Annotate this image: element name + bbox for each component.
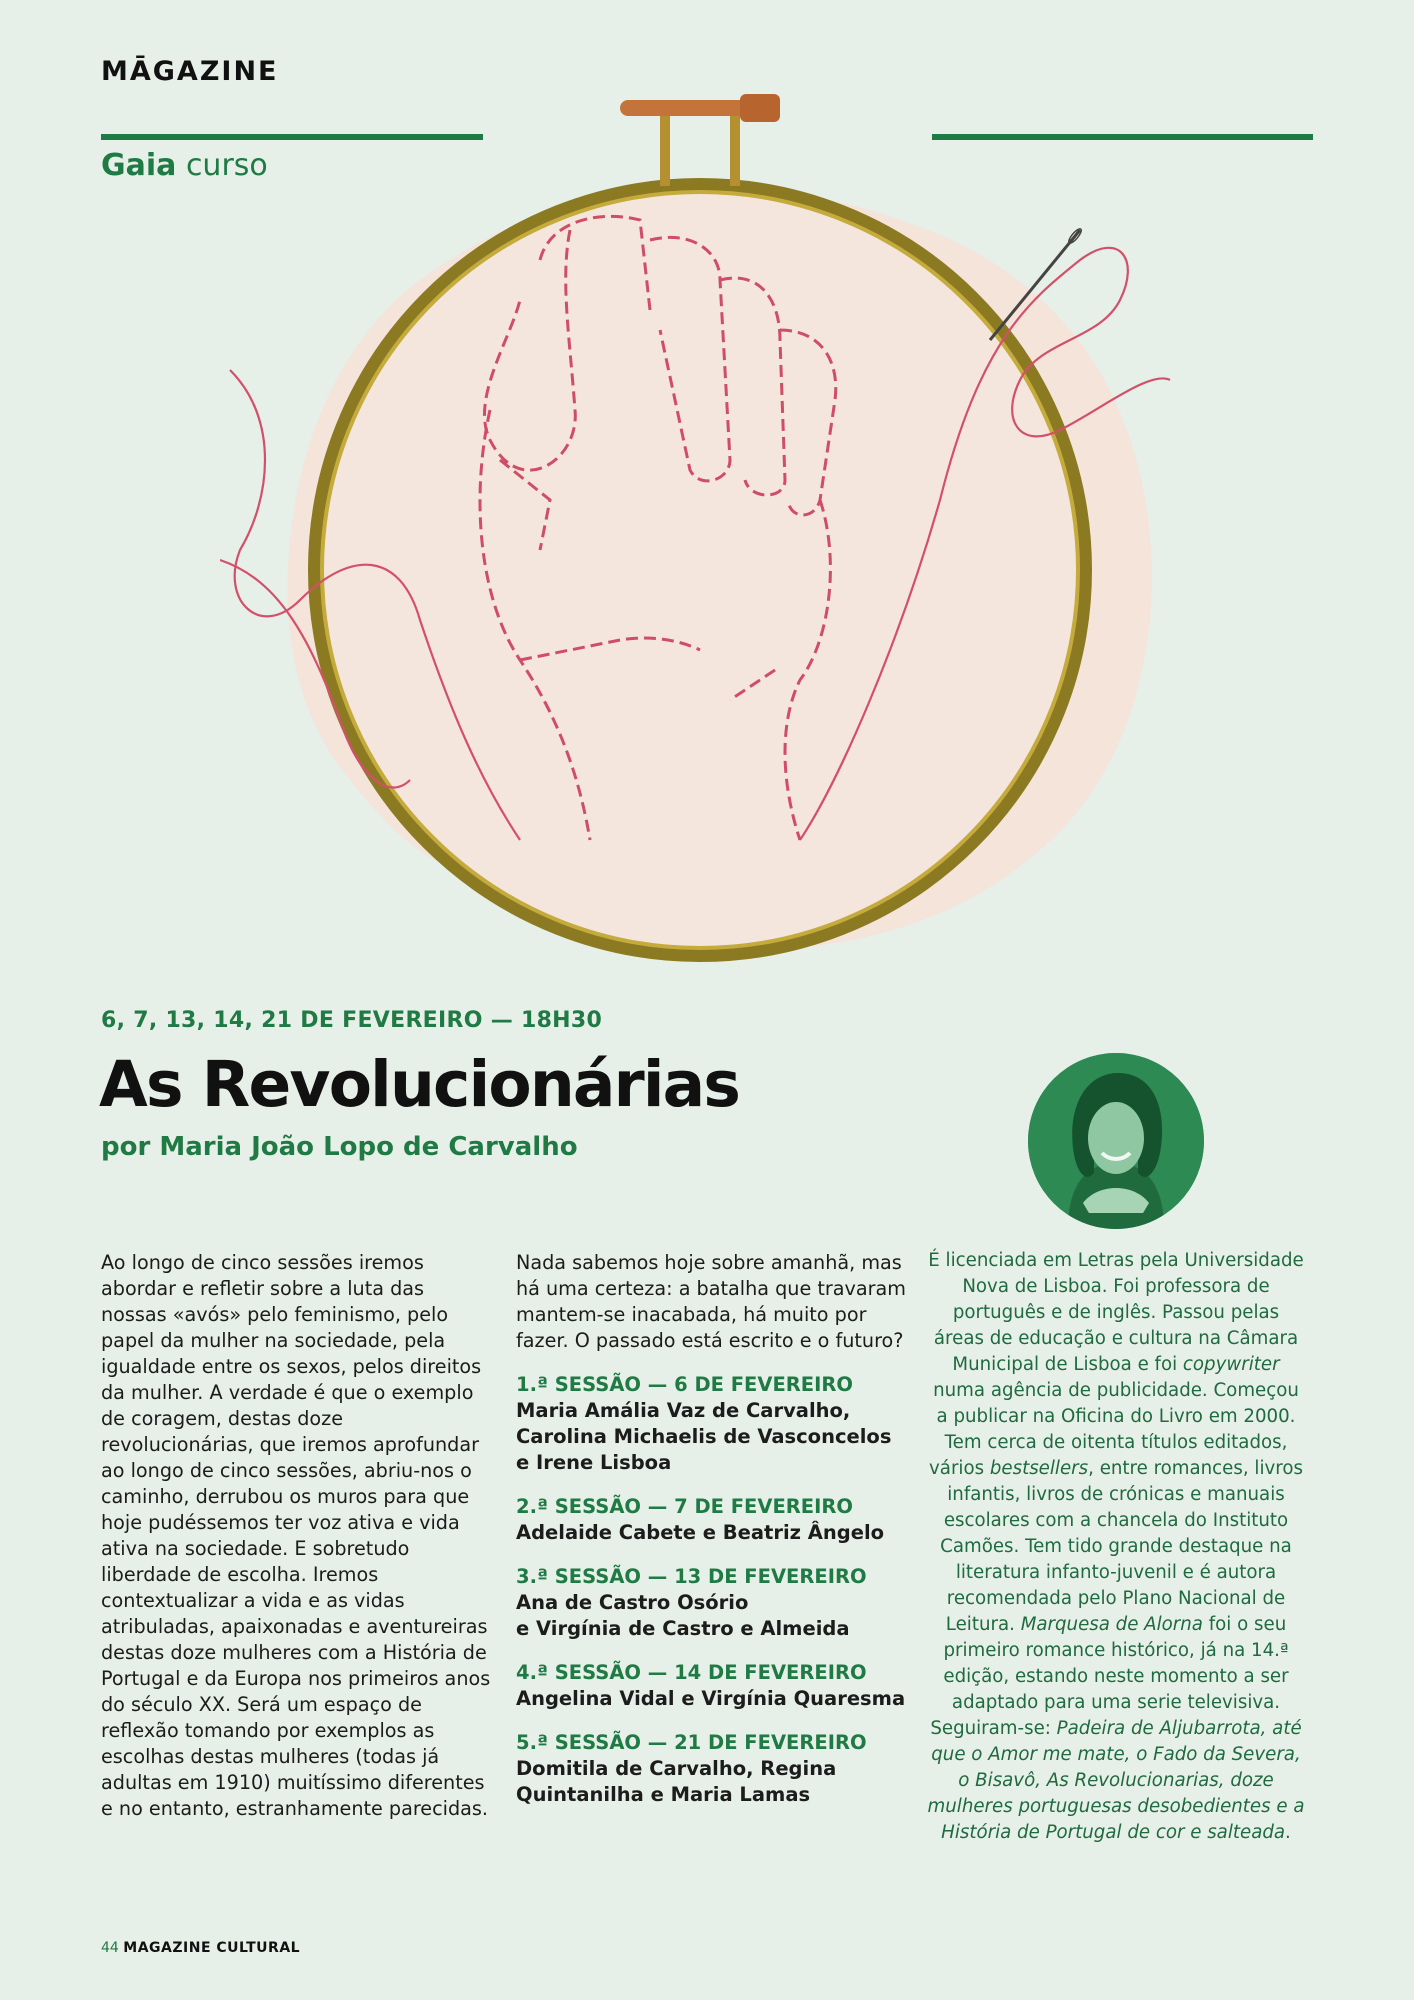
session-item [516, 1730, 916, 1808]
section-label-type: curso [176, 148, 268, 183]
event-author: por Maria João Lopo de Carvalho [101, 1132, 578, 1162]
event-title: As Revolucionárias [99, 1048, 740, 1121]
bio-text: foi o seu primeiro romance histórico, já na 14.ª edição, estando neste momento a ser adaptado para uma serie televisiva. Seguiram-se: [930, 1614, 1289, 1739]
bio-italic: Padeira de Aljubarrota, até que o Amor me mate, o Fado da Severa, o Bisavô, As Revolucionarias, doze mulheres portuguesas desobedientes e a História de Portugal de cor e salteada [927, 1718, 1305, 1843]
session-heading: 3.ª SESSÃO — 13 DE FEVEREIRO [516, 1565, 867, 1588]
bio-text: numa agência de publicidade. Começou a publicar na Oficina do Livro em 2000. Tem cerca de oitenta títulos editados, vários [929, 1380, 1299, 1479]
session-heading: 5.ª SESSÃO — 21 DE FEVEREIRO [516, 1731, 867, 1754]
session-item [516, 1564, 916, 1642]
intro-column [101, 1250, 491, 1822]
session-item [516, 1494, 916, 1546]
session-names: Adelaide Cabete e Beatriz Ângelo [516, 1521, 885, 1544]
session-names: Ana de Castro Osório e Virgínia de Castro e Almeida [516, 1591, 850, 1640]
author-portrait [1028, 1053, 1204, 1229]
session-names: Domitila de Carvalho, Regina Quintanilha e Maria Lamas [516, 1757, 837, 1806]
magazine-logo: MĀGAZINE [101, 56, 279, 87]
embroidery-hoop-fist-icon [220, 80, 1180, 980]
sessions-column [516, 1250, 916, 1808]
footer-magazine-name: MAGAZINE CULTURAL [123, 1940, 301, 1956]
section-label-city: Gaia [101, 148, 177, 183]
author-bio [926, 1248, 1306, 1846]
session-heading: 2.ª SESSÃO — 7 DE FEVEREIRO [516, 1495, 853, 1518]
session-heading: 4.ª SESSÃO — 14 DE FEVEREIRO [516, 1661, 867, 1684]
bio-text: É licenciada em Letras pela Universidade Nova de Lisboa. Foi professora de português e de inglês. Passou pelas áreas de educação e cultura na Câmara Municipal de Lisboa e foi [928, 1250, 1304, 1375]
bio-italic: bestsellers [989, 1458, 1089, 1479]
session-item [516, 1372, 916, 1476]
bio-italic: copywriter [1182, 1354, 1280, 1375]
session-item [516, 1660, 916, 1712]
event-dates: 6, 7, 13, 14, 21 DE FEVEREIRO — 18H30 [101, 1008, 603, 1033]
intro-text: Ao longo de cinco sessões iremos abordar e refletir sobre a luta das nossas «avós» pelo feminismo, pelo papel da mulher na sociedade, pela igualdade entre os sexos, pelos direitos da mulher. A verdade é que o exemplo de coragem, destas doze revolucionárias, que iremos aprofundar ao longo de cinco sessões, abriu-nos o caminho, derrubou os muros para que hoje pudéssemos ter voz ativa e vida ativa na sociedade. E sobretudo liberdade de escolha. Iremos contextualizar a vida e as vidas atribuladas, apaixonadas e aventureiras destas doze mulheres com a História de Portugal e da Europa nos primeiros anos do século XX. Será um espaço de reflexão tomando por exemplos as escolhas destas mulheres (todas já adultas em 1910) muitíssimo diferentes e no entanto, estranhamente parecidas. [101, 1251, 491, 1820]
bio-text: , entre romances, livros infantis, livros de crónicas e manuais escolares com a chancela do Instituto Camões. Tem tido grande destaque na literatura infanto-juvenil e é autora recomendada pelo Plano Nacional de Leitura. [940, 1458, 1303, 1635]
page-footer [101, 1940, 300, 1956]
session-heading: 1.ª SESSÃO — 6 DE FEVEREIRO [516, 1373, 853, 1396]
bio-text: . [1285, 1822, 1291, 1843]
session-names: Angelina Vidal e Virgínia Quaresma [516, 1687, 906, 1710]
page-number: 44 [101, 1940, 119, 1956]
session-names: Maria Amália Vaz de Carvalho, Carolina Michaelis de Vasconcelos e Irene Lisboa [516, 1399, 892, 1474]
lead-text: Nada sabemos hoje sobre amanhã, mas há uma certeza: a batalha que travaram mantem-se inacabada, há muito por fazer. O passado está escrito e o futuro? [516, 1251, 906, 1352]
bio-italic: Marquesa de Alorna [1020, 1614, 1203, 1635]
